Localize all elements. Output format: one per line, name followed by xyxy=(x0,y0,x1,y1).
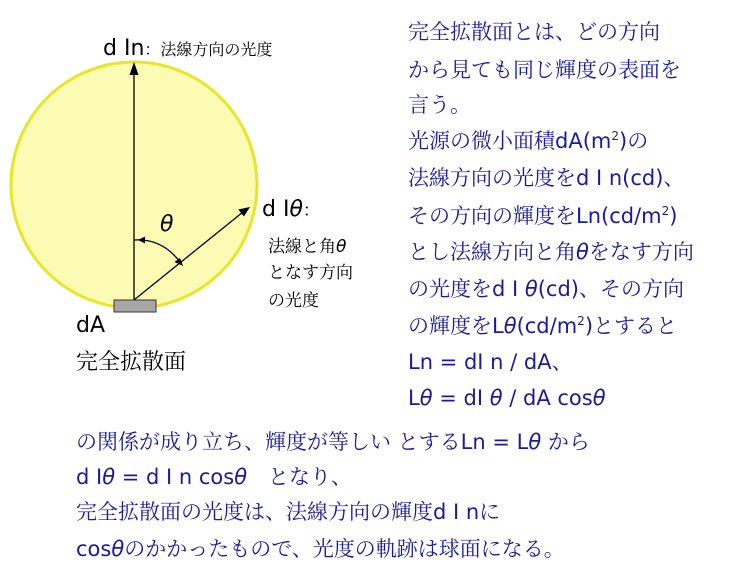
theta-desc-line2: となす方向 xyxy=(268,263,353,283)
bottom-line-2: d Iθ = d I n cosθ となり、 xyxy=(76,465,353,489)
formula-ltheta: Lθ = dI θ / dA cosθ xyxy=(408,386,606,410)
text-line-1: 完全拡散面とは、どの方向 xyxy=(408,20,660,44)
theta-desc-line1: 法線と角θ xyxy=(268,237,347,257)
text-line-2: から見ても同じ輝度の表面を xyxy=(408,58,681,82)
normal-intensity-label: d In：法線方向の光度 xyxy=(103,36,273,61)
text-line-3: 言う。 xyxy=(408,93,471,117)
text-line-9: の輝度を$L\theta(cd/m^2)$とすると xyxy=(408,314,678,338)
text-line-5: 法線方向の光度をd I n(cd)、 xyxy=(408,166,685,190)
bottom-line-1: の関係が成り立ち、輝度が等しい とするLn = Lθ から xyxy=(76,430,590,454)
formula-ln: Ln = dI n / dA、 xyxy=(408,350,573,374)
bottom-line-3: 完全拡散面の光度は、法線方向の輝度d I nに xyxy=(76,500,501,524)
theta-desc-line3: の光度 xyxy=(268,291,319,311)
text-line-8: の光度をd I θ(cd)、その方向 xyxy=(408,277,684,301)
text-line-7: とし法線方向と角θをなす方向 xyxy=(408,240,694,264)
angle-theta-label: θ xyxy=(160,212,174,237)
surface-name-label: 完全拡散面 xyxy=(76,350,187,375)
da-label: dA xyxy=(76,313,106,338)
theta-intensity-label: d Iθ： xyxy=(262,197,320,222)
text-line-4: 光源の微小面積$dA(m^2)$の xyxy=(408,129,649,153)
text-line-6: その方向の輝度を$Ln(cd/m^2)$ xyxy=(408,204,678,228)
bottom-line-4: cosθのかかったもので、光度の軌跡は球面になる。 xyxy=(76,537,565,561)
diffuse-surface xyxy=(114,300,156,312)
